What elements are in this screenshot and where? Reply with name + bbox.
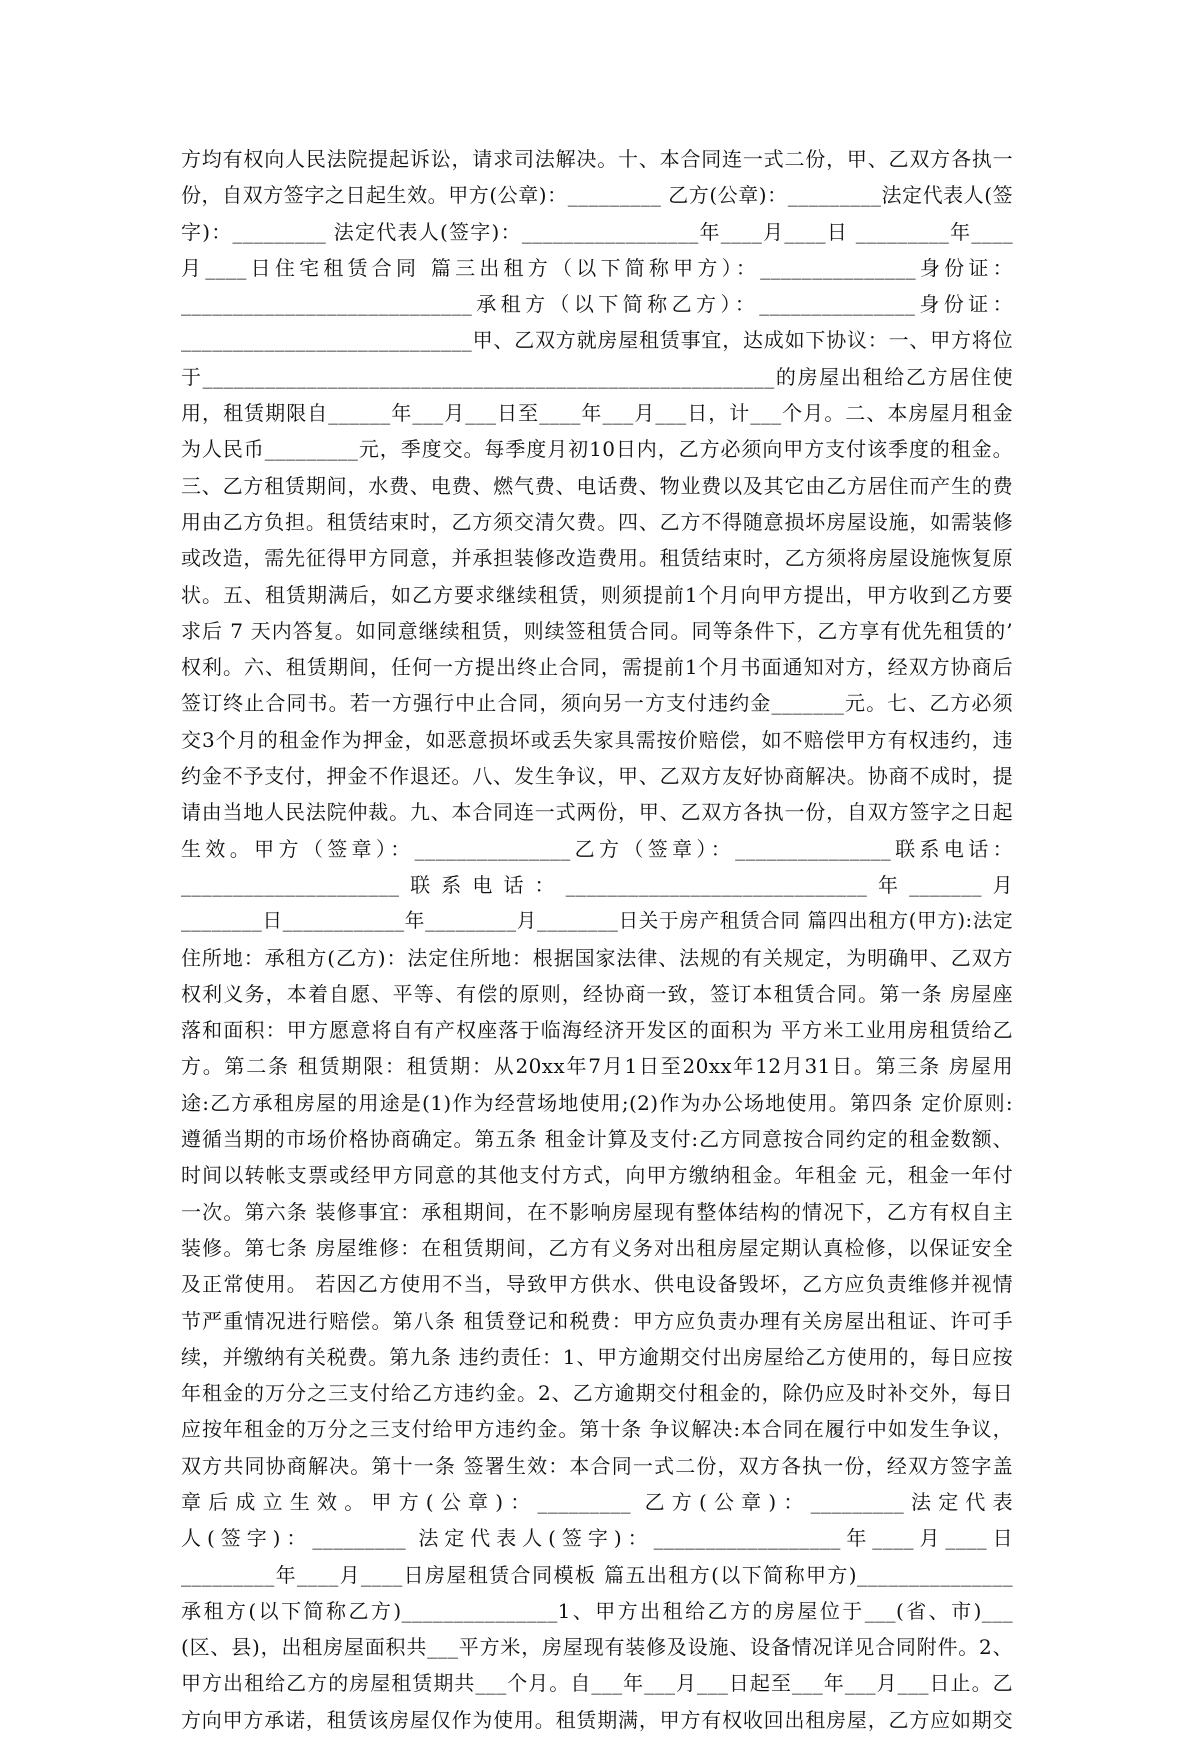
text-line: 用，租赁期限自______年___月___日至____年___月___日，计___个月。二、本房屋月租金 <box>181 401 1013 426</box>
text-line: 章后成立生效。甲方(公章)：_________ 乙方(公章)：_________法定代表 <box>181 1489 1013 1514</box>
text-line: 份，自双方签字之日起生效。甲方(公章)：_________ 乙方(公章)：_________法定代表人(签 <box>181 183 1013 208</box>
text-line: 或改造，需先征得甲方同意，并承担装修改造费用。租赁结束时，乙方须将房屋设施恢复原 <box>181 546 1013 571</box>
text-line: 双方共同协商解决。第十一条 签署生效：本合同一式二份，双方各执一份，经双方签字盖 <box>181 1453 1013 1478</box>
text-line: 生效。甲方（签章）：_______________乙方（签章）：_______________联系电话： <box>181 836 1013 861</box>
text-line: 于_______________________________________________________的房屋出租给乙方居住使 <box>181 364 1013 389</box>
text-line: 续，并缴纳有关税费。第九条 违约责任：1、甲方逾期交付出房屋给乙方使用的，每日应按 <box>181 1344 1013 1369</box>
text-line: 年租金的万分之三支付给乙方违约金。2、乙方逾期交付租金的，除仍应及时补交外，每日 <box>181 1381 1013 1406</box>
text-line: 住所地：承租方(乙方)：法定住所地：根据国家法律、法规的有关规定，为明确甲、乙双方 <box>181 945 1013 970</box>
text-line: 约金不予支付，押金不作退还。八、发生争议，甲、乙双方友好协商解决。协商不成时，提 <box>181 764 1013 789</box>
text-line: (区、县)，出租房屋面积共___平方米，房屋现有装修及设施、设备情况详见合同附件。2、 <box>181 1635 1013 1660</box>
text-line: 三、乙方租赁期间，水费、电费、燃气费、电话费、物业费以及其它由乙方居住而产生的费 <box>181 473 1013 498</box>
text-line: 节严重情况进行赔偿。第八条 租赁登记和税费：甲方应负责办理有关房屋出租证、许可手 <box>181 1308 1013 1333</box>
text-line: 时间以转帐支票或经甲方同意的其他支付方式，向甲方缴纳租金。年租金 元，租金一年付 <box>181 1163 1013 1188</box>
text-line: 交3个月的租金作为押金，如恶意损坏或丢失家具需按价赔偿，如不赔偿甲方有权违约，违 <box>181 727 1013 752</box>
text-line: ________日____________年_________月________日关于房产租赁合同 篇四出租方(甲方):法定 <box>181 909 1013 933</box>
text-line: 装修。第七条 房屋维修：在租赁期间，乙方有义务对出租房屋定期认真检修，以保证安全 <box>181 1235 1013 1260</box>
text-line: 一次。第六条 装修事宜：承租期间，在不影响房屋现有整体结构的情况下，乙方有权自主 <box>181 1199 1013 1224</box>
text-line: 月____日住宅租赁合同 篇三出租方（以下简称甲方）：_______________身份证： <box>181 255 1013 280</box>
text-line: 用由乙方负担。租赁结束时，乙方须交清欠费。四、乙方不得随意损坏房屋设施，如需装修 <box>181 509 1013 534</box>
text-line: 遵循当期的市场价格协商确定。第五条 租金计算及支付:乙方同意按合同约定的租金数额、 <box>181 1127 1013 1152</box>
text-line: 及正常使用。 若因乙方使用不当，导致甲方供水、供电设备毁坏，乙方应负责维修并视情 <box>181 1272 1013 1297</box>
text-line: 权利义务，本着自愿、平等、有偿的原则，经协商一致，签订本租赁合同。第一条 房屋座 <box>181 981 1013 1006</box>
text-line: 承租方(以下简称乙方)_______________1、甲方出租给乙方的房屋位于___(省、市)___ <box>181 1598 1013 1623</box>
text-line: 人(签字)：_________ 法定代表人(签字)：__________________年____月____日 <box>181 1526 1013 1551</box>
text-line: 权利。六、租赁期间，任何一方提出终止合同，需提前1个月书面通知对方，经双方协商后 <box>181 655 1013 680</box>
text-line: _____________________联系电话：_____________________________年_______月 <box>181 872 1013 897</box>
text-line: ____________________________承租方（以下简称乙方）：_______________身份证： <box>181 292 1013 317</box>
text-line: 方向甲方承诺，租赁该房屋仅作为使用。租赁期满，甲方有权收回出租房屋，乙方应如期交 <box>181 1707 1013 1732</box>
text-line: 签订终止合同书。若一方强行中止合同，须向另一方支付违约金_______元。七、乙方必须 <box>181 691 1013 716</box>
contract-body-text <box>181 141 1013 1738</box>
text-line: 甲方出租给乙方的房屋租赁期共___个月。自___年___月___日起至___年___月___日止。乙 <box>181 1671 1013 1696</box>
text-line: 求后 7 天内答复。如同意继续租赁，则续签租赁合同。同等条件下，乙方享有优先租赁的’ <box>181 618 1013 643</box>
text-line: ____________________________甲、乙双方就房屋租赁事宜，达成如下协议：一、甲方将位 <box>181 328 1013 353</box>
text-line: 方。第二条 租赁期限：租赁期：从20xx年7月1日至20xx年12月31日。第三条 房屋用 <box>181 1054 1013 1079</box>
text-line: 字)：_________ 法定代表人(签字)：_________________年____月____日 _________年____ <box>181 219 1013 244</box>
text-line: _________年____月____日房屋租赁合同模板 篇五出租方(以下简称甲方)_______________ <box>181 1562 1013 1587</box>
text-line: 落和面积：甲方愿意将自有产权座落于临海经济开发区的面积为 平方米工业用房租赁给乙 <box>181 1018 1013 1043</box>
text-line: 为人民币_________元，季度交。每季度月初10日内，乙方必须向甲方支付该季度的租金。 <box>181 437 1013 462</box>
text-line: 状。五、租赁期满后，如乙方要求继续租赁，则须提前1个月向甲方提出，甲方收到乙方要 <box>181 582 1013 607</box>
text-line: 方均有权向人民法院提起诉讼，请求司法解决。十、本合同连一式二份，甲、乙双方各执一 <box>181 147 1013 171</box>
text-line: 请由当地人民法院仲裁。九、本合同连一式两份，甲、乙双方各执一份，自双方签字之日起 <box>181 800 1013 825</box>
text-line: 途:乙方承租房屋的用途是(1)作为经营场地使用;(2)作为办公场地使用。第四条 定价原则: <box>181 1090 1013 1115</box>
text-line: 应按年租金的万分之三支付给甲方违约金。第十条 争议解决:本合同在履行中如发生争议， <box>181 1417 1013 1442</box>
